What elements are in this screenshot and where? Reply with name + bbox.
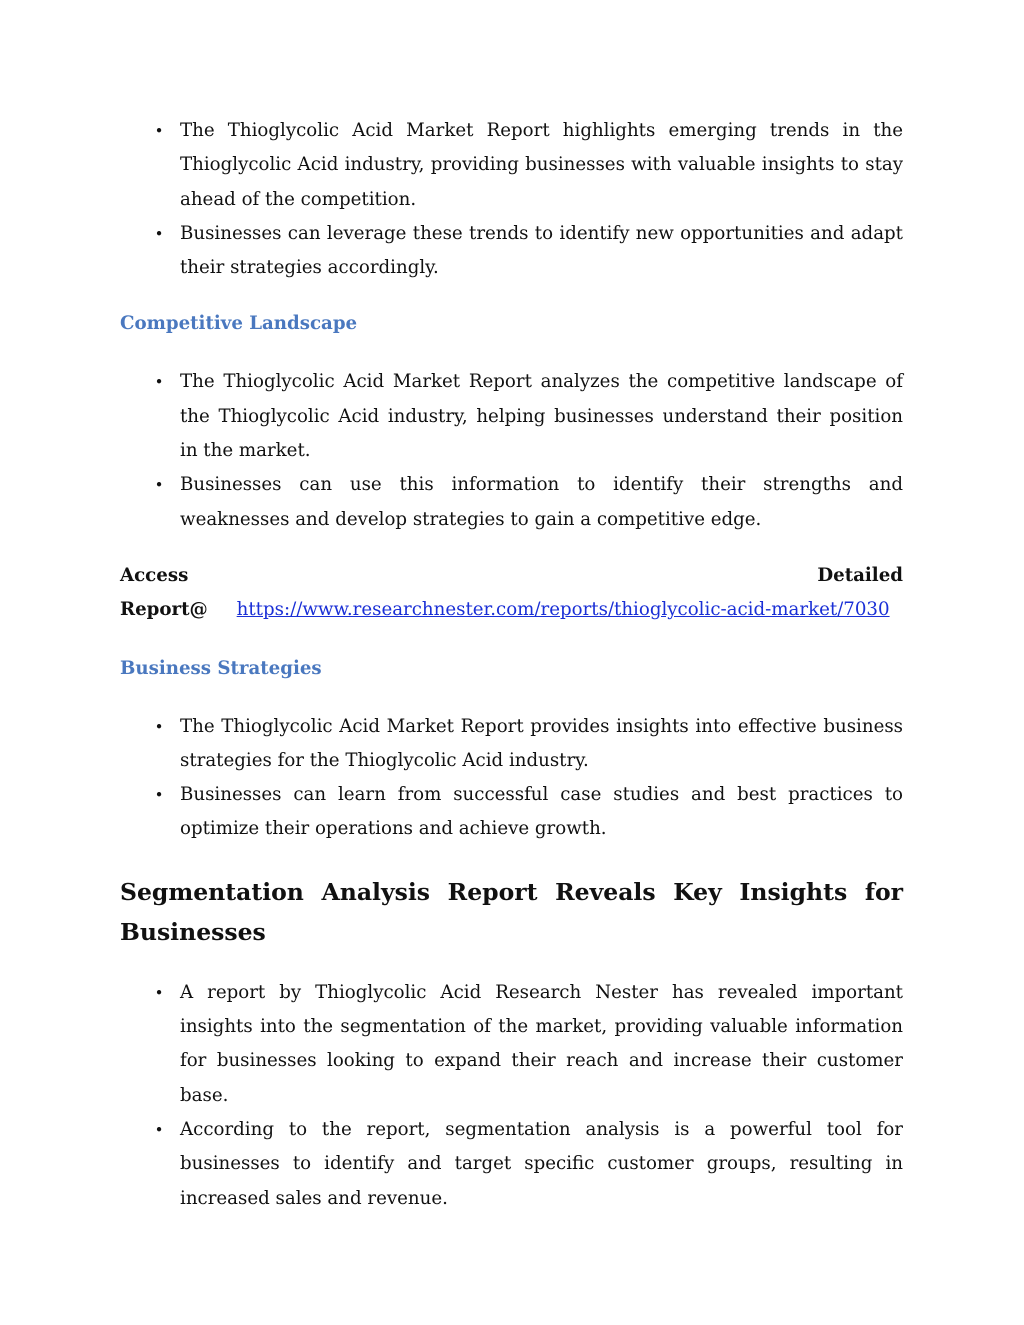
report-link[interactable]: https://www.researchnester.com/reports/thioglycolic-acid-market/7030 (236, 599, 890, 621)
bullet-icon: • (154, 476, 164, 495)
competitive-bullet-list (120, 365, 903, 536)
list-item (154, 1113, 903, 1216)
bullet-icon: • (154, 717, 164, 736)
segmentation-section-title: Segmentation Analysis Report Reveals Key Insights for Businesses (120, 877, 903, 946)
bullet-text: The Thioglycolic Acid Market Report highlights emerging trends in the Thioglycolic Acid industry, providing businesses with valuable insights to stay ahead of the competition. (180, 120, 903, 210)
bullet-icon: • (154, 122, 164, 140)
bullet-text: Businesses can use this information to identify their strengths and weaknesses and develop strategies to gain a competitive edge. (180, 474, 903, 530)
list-item (154, 778, 903, 847)
bullet-icon: • (154, 373, 164, 392)
segmentation-bullet-list (120, 976, 903, 1216)
bullet-text: Businesses can learn from successful case studies and best practices to optimize their operations and achieve growth. (180, 784, 903, 840)
bullet-text: The Thioglycolic Acid Market Report analyzes the competitive landscape of the Thioglycolic Acid industry, helping businesses understand their position in the market. (180, 371, 903, 462)
bullet-icon: • (154, 983, 164, 1002)
document-page (120, 114, 903, 1216)
bullet-icon: • (154, 1120, 164, 1139)
list-item (154, 217, 903, 286)
bullet-icon: • (154, 224, 164, 243)
list-item (154, 468, 903, 537)
bullet-text: A report by Thioglycolic Acid Research Nester has revealed important insights into the segmentation of the market, providing valuable information for businesses looking to expand their reach and increase their customer base. (180, 981, 903, 1106)
list-item (154, 976, 903, 1113)
competitive-landscape-heading: Competitive Landscape (120, 313, 358, 335)
bullet-text: According to the report, segmentation analysis is a powerful tool for businesses to identify and target specific customer groups, resulting in increased sales and revenue. (180, 1118, 903, 1209)
bullet-text: The Thioglycolic Acid Market Report provides insights into effective business strategies for the Thioglycolic Acid industry. (180, 715, 903, 771)
bullet-text: Businesses can leverage these trends to identify new opportunities and adapt their strategies accordingly. (180, 222, 903, 279)
list-item (154, 710, 903, 779)
strategies-bullet-list (120, 710, 903, 847)
list-item (154, 365, 903, 468)
business-strategies-heading: Business Strategies (120, 657, 322, 679)
bullet-icon: • (154, 786, 164, 805)
access-report-label: Access Detailed Report@ (120, 564, 903, 621)
access-report-paragraph (120, 559, 903, 628)
trends-bullet-list (120, 114, 903, 285)
list-item (154, 114, 903, 217)
